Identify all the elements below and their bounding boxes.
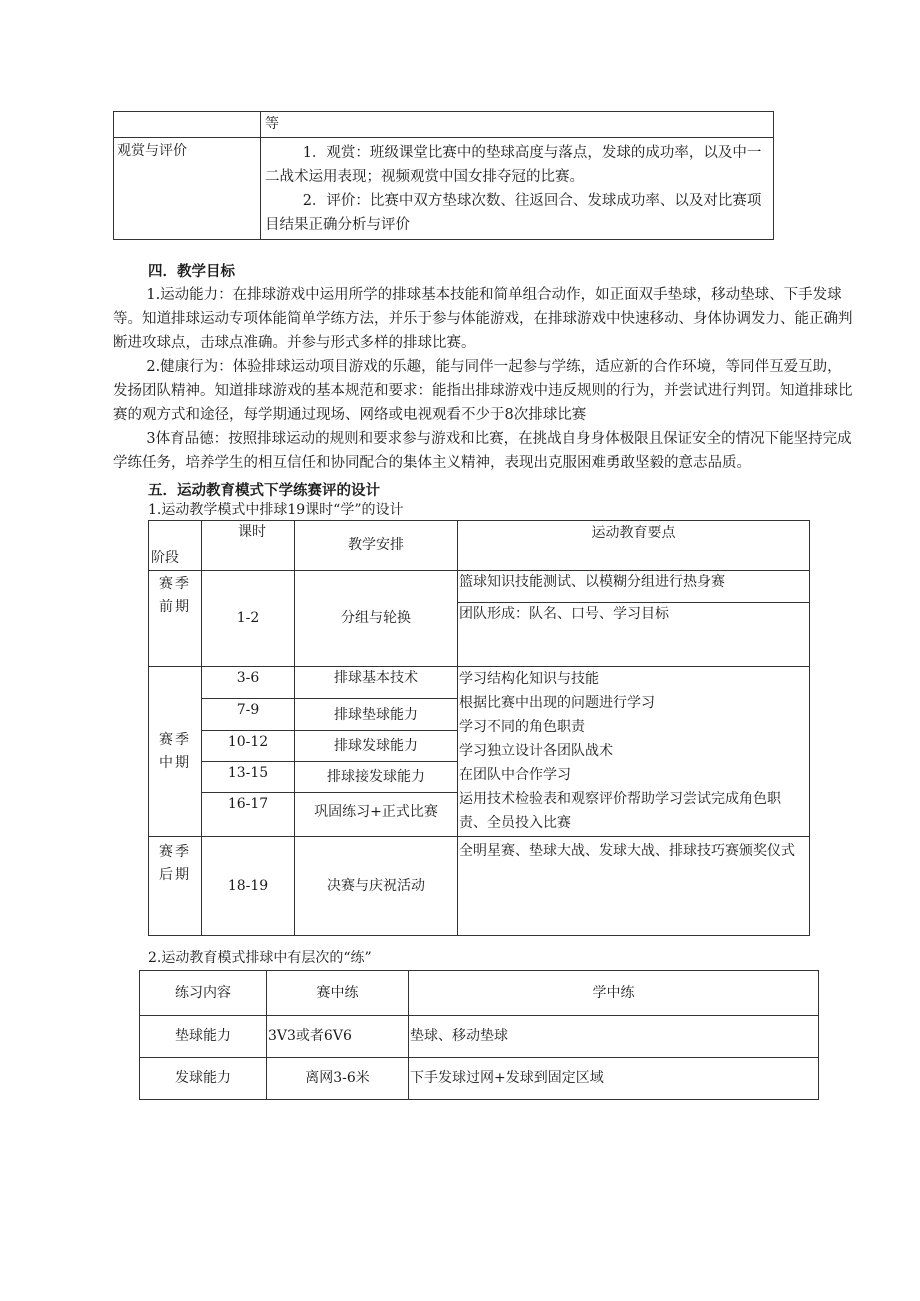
stage-header: 阶段 [151,550,179,566]
post-hours: 18-19 [202,837,295,936]
hours-header-cell [202,521,295,571]
eval-watch-text: 1．观赏：班级课堂比赛中的垫球高度与落点，发球的成功率，以及中一二战术运用表现；视频观赏中国女排夺冠的比赛。 [265,145,762,185]
mid-point-5: 在团队中合作学习 [459,767,571,783]
eval-row0-right: 等 [261,112,774,138]
practice-row1-item: 垫球能力 [140,1016,267,1058]
learning-design-table [148,520,810,936]
section4-p2: 2.健康行为：体验排球运动项目游戏的乐趣，能与同伴一起参与学练，适应新的合作环境，等同伴互爱互助，发扬团队精神。知道排球游戏的基本规范和要求：能指出排球游戏中违反规则的行为，并尝试进行判罚。知道排球比赛的观方式和途径，每学期通过现场、网络或电视观看不少于8次排球比赛 [113,359,853,423]
post-points: 全明星赛、垫球大战、发球大战、排球技巧赛颁奖仪式 [458,837,810,936]
pre-point-1: 篮球知识技能测试、以模糊分组进行热身赛 [458,571,810,603]
mid-plan-1: 排球基本技术 [295,667,458,699]
section4-p3: 3体育品德：按照排球运动的规则和要求参与游戏和比赛，在挑战自身身体极限且保证安全的情况下能坚持完成学练任务，培养学生的相互信任和协同配合的集体主义精神，表现出克服困难勇敢坚毅的意志品质。 [113,431,852,471]
mid-point-1: 学习结构化知识与技能 [459,671,599,687]
mid-hours-2: 7-9 [202,699,295,731]
eval-content [261,138,774,240]
mid-stage: 赛季中期 [149,667,202,837]
pre-plan: 分组与轮换 [295,571,458,667]
practice-row1-match: 3V3或者6V6 [267,1016,409,1058]
pre-hours: 1-2 [202,571,295,667]
section5-heading: 五．运动教育模式下学练赛评的设计 [148,483,380,499]
hours-header: 课时 [238,524,266,540]
plan-header: 教学安排 [295,521,458,571]
points-header: 运动教育要点 [458,521,810,571]
practice-row1-learn: 垫球、移动垫球 [409,1016,819,1058]
mid-point-6: 运用技术检验表和观察评价帮助学习尝试完成角色职责、全员投入比赛 [459,791,781,831]
mid-plan-3: 排球发球能力 [295,731,458,762]
mid-points [458,667,810,837]
section4-p1: 1.运动能力：在排球游戏中运用所学的排球基本技能和简单组合动作，如正面双手垫球，移动垫球、下手发球等。知道排球运动专项体能简单学练方法，并乐于参与体能游戏，在排球游戏中快速移动、身体协调发力、能正确判断进攻球点，击球点准确。并参与形式多样的排球比赛。 [113,287,853,351]
eval-row0-left [114,112,261,138]
mid-point-3: 学习不同的角色职责 [459,719,585,735]
practice-header-content: 练习内容 [140,971,267,1016]
table1-caption: 1.运动教学模式中排球19课时“学”的设计 [148,502,404,518]
practice-header-match: 赛中练 [267,971,409,1016]
evaluation-table [113,111,774,240]
mid-plan-5: 巩固练习+正式比赛 [295,793,458,837]
post-stage: 赛季后期 [149,837,202,936]
post-plan: 决赛与庆祝活动 [295,837,458,936]
eval-assess-text: 2．评价：比赛中双方垫球次数、往返回合、发球成功率、以及对比赛项目结果正确分析与评价 [265,193,762,233]
mid-hours-1: 3-6 [202,667,295,699]
table2-caption: 2.运动教育模式排球中有层次的“练” [148,950,372,966]
pre-point-2: 团队形成：队名、口号、学习目标 [458,603,810,667]
mid-plan-2: 排球垫球能力 [295,699,458,731]
mid-plan-4: 排球接发球能力 [295,762,458,793]
practice-row2-item: 发球能力 [140,1058,267,1100]
practice-row2-match: 离网3-6米 [267,1058,409,1100]
section4-heading: 四．教学目标 [148,264,235,280]
mid-hours-5: 16-17 [202,793,295,837]
pre-stage: 赛季前期 [149,571,202,667]
practice-table [139,970,819,1100]
eval-label: 观赏与评价 [114,138,261,240]
stage-header-cell [149,521,202,571]
mid-hours-4: 13-15 [202,762,295,793]
mid-point-4: 学习独立设计各团队战术 [459,743,613,759]
mid-hours-3: 10-12 [202,731,295,762]
practice-header-learn: 学中练 [409,971,819,1016]
practice-row2-learn: 下手发球过网+发球到固定区域 [409,1058,819,1100]
mid-point-2: 根据比赛中出现的问题进行学习 [459,695,655,711]
